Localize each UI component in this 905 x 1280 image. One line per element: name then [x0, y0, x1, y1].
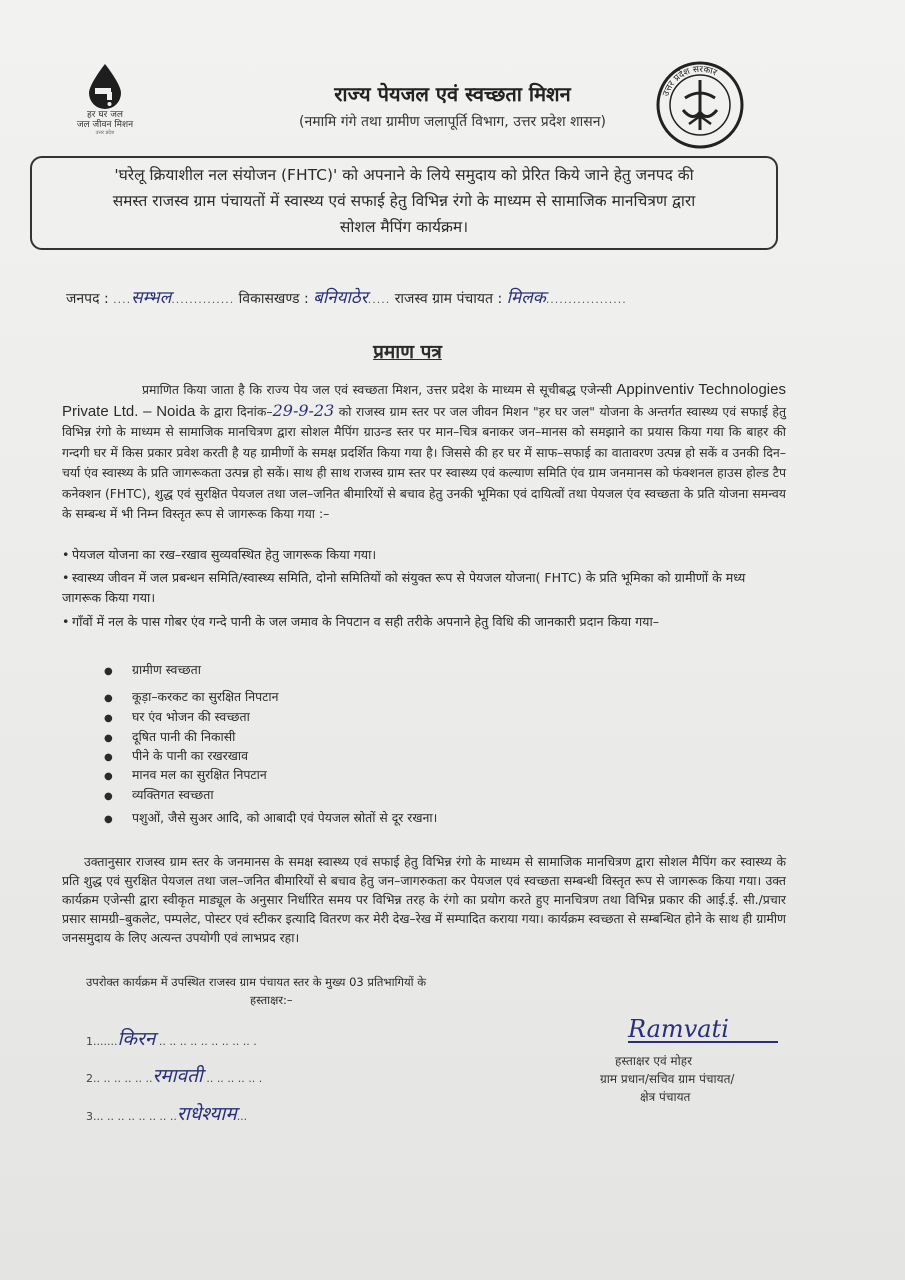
sub-item-6: ● मानव मल का सुरक्षित निपटान	[104, 767, 267, 782]
program-banner	[30, 156, 778, 250]
banner-line-3: सोशल मैपिंग कार्यक्रम।	[339, 218, 469, 236]
sign-and-seal-label: हस्ताक्षर एवं मोहर	[615, 1054, 693, 1068]
logo-text-1: हर घर जल	[87, 110, 123, 120]
pradhan-signature-labels	[600, 1052, 734, 1106]
participant-signature-2: 2.. .. .. .. .. ..रमावती .. .. .. .. .. .	[86, 1065, 263, 1087]
participant-signature-3: 3... .. .. .. .. .. .. ..राधेश्याम...	[86, 1103, 248, 1125]
sub-item-7: ● व्यक्तिगत स्वच्छता	[104, 787, 214, 802]
panchayat-title: क्षेत्र पंचायत	[640, 1090, 691, 1104]
signature-3: राधेश्याम	[176, 1103, 237, 1125]
pradhan-signature: Ramvati	[628, 1015, 778, 1043]
pradhan-title: ग्राम प्रधान/सचिव ग्राम पंचायत/	[600, 1072, 735, 1086]
district-value: सम्भल	[131, 288, 172, 308]
certificate-body-paragraph	[62, 380, 786, 525]
sub-item-2: ● कूड़ा–करकट का सुरक्षित निपटान	[104, 689, 279, 704]
certificate-title: प्रमाण पत्र	[373, 341, 442, 363]
panchayat-value: मिलक	[506, 288, 546, 308]
block-label: विकासखण्ड :	[238, 291, 309, 307]
panchayat-label: राजस्व ग्राम पंचायत :	[394, 291, 503, 307]
block-value: बनियाठेर	[313, 288, 368, 308]
sub-item-4: ● दूषित पानी की निकासी	[104, 729, 236, 744]
signature-2: रमावती	[152, 1065, 203, 1087]
bullet-item-2: • स्वास्थ्य जीवन में जल प्रबन्धन समिति/स्वास्थ्य समिति, दोनो समितियों को संयुक्त रूप से पेयजल योजना( FHTC) के प्रति भूमिका को ग्रामीणों के मध्य जागरूक किया गया।	[62, 570, 746, 605]
signature-1: किरन	[117, 1028, 156, 1050]
closing-paragraph: उक्तानुसार राजस्व ग्राम स्तर के जनमानस के समक्ष स्वास्थ्य एवं सफाई हेतु विभिन्न रंगो के माध्यम से सामाजिक मानचित्रण द्वारा सोशल मैपिंग कर स्वास्थ्य के प्रति शुद्ध एवं सुरक्षित पेयजल तथा जल–जनित बीमारियों से बचाव हेतु जन–जागरुकता कर पेयजल एवं स्वच्छता सम्बन्धी विस्तृत रूप से जागरूक किया गया। उक्त कार्यक्रम एजेन्सी द्वारा स्वीकृत माड्यूल के अनुसार निर्धारित समय पर विभिन्न तरह के रंगो का प्रयोग करते हुए मानचित्रण तथा विभिन्न प्रकार की आई.ई. सी./प्रचार प्रसार सामग्री–बुकलेट, पम्पलेट, पोस्टर एवं स्टीकर इत्यादि वितरण कर मेरी देख–रेख में सम्पादित कराया गया। कार्यक्रम स्वच्छता से सम्बन्धित होने के साथ ही ग्रामीण जनसमुदाय के लिए अत्यन्त उपयोगी एवं लाभप्रद रहा।	[62, 854, 786, 945]
body-date-label: के द्वारा दिनांक–	[195, 403, 273, 419]
sub-item-3: ● घर एंव भोजन की स्वच्छता	[104, 709, 250, 724]
bullet-item-3: • गाँवों में नल के पास गोबर एंव गन्दे पानी के जल जमाव के निपटान व सही तरीके अपनाने हेतु विधि की जानकारी प्रदान किया गया–	[62, 614, 660, 629]
body-after-date: को राजस्व ग्राम स्तर पर जल	[334, 403, 468, 419]
agency-name: Appinventiv Technologies Private Ltd. – Noida	[62, 381, 786, 420]
mission-title: राज्य पेयजल एवं स्वच्छता मिशन	[334, 82, 571, 106]
up-government-emblem	[655, 60, 745, 154]
sub-item-1: ● ग्रामीण स्वच्छता	[104, 662, 201, 677]
district-label: जनपद :	[66, 291, 109, 307]
logo-text-3: उत्तर प्रदेश	[95, 130, 115, 136]
department-subtitle: (नमामि गंगे तथा ग्रामीण जलापूर्ति विभाग, उत्तर प्रदेश शासन)	[299, 114, 606, 130]
signature-intro-2: हस्ताक्षर:–	[250, 993, 293, 1007]
program-date: 29-9-23	[272, 400, 335, 420]
location-fields: जनपद : ....सम्भल.............. विकासखण्ड : बनियाठेर..... राजस्व ग्राम पंचायत : मिलक..................	[66, 288, 627, 308]
sub-item-8: ● पशुओं, जैसे सुअर आदि, को आबादी एवं पेयजल स्रोतों से दूर रखना।	[104, 810, 438, 825]
signature-intro: उपरोक्त कार्यक्रम में उपस्थित राजस्व ग्राम पंचायत स्तर के मुख्य 03 प्रतिभागियों के	[86, 975, 427, 989]
banner-line-1: 'घरेलू क्रियाशील नल संयोजन (FHTC)' को अपनाने के लिये समुदाय को प्रेरित किये जाने हेतु जनपद की	[114, 166, 694, 184]
bullet-item-1: • पेयजल योजना का रख–रखाव सुव्यवस्थित हेतु जागरूक किया गया।	[62, 547, 377, 562]
banner-line-2: समस्त राजस्व ग्राम पंचायतों में स्वास्थ्य एवं सफाई हेतु विभिन्न रंगो के माध्यम से सामाजिक मानचित्रण द्वारा	[112, 192, 696, 210]
sub-item-5: ● पीने के पानी का रखरखाव	[104, 748, 248, 763]
emblem-arc-text: उत्तर प्रदेश सरकार	[661, 64, 719, 98]
body-intro: प्रमाणित किया जाता है कि राज्य पेय जल एवं स्वच्छता मिशन, उत्तर प्रदेश के माध्यम से सूचीबद्ध एजेन्सी	[142, 382, 612, 397]
participant-signature-1: 1.......किरन .. .. .. .. .. .. .. .. .. .	[86, 1028, 257, 1050]
logo-text-2: जल जीवन मिशन	[76, 120, 134, 130]
body-rest: जीवन मिशन "हर घर जल" योजना के अन्तर्गत स्वास्थ्य एवं सफाई हेतु विभिन्न रंगो के माध्यम से सामाजिक मानचित्रण द्वारा सोशल मैपिंग ग्राउन्ड स्तर पर मान–चित्र बनाकर जन–मानस को समझाने का प्रयास किया गया कि बाहर की गन्दगी घर में किस प्रकार प्रवेश करती है यह ग्रामीणों के समक्ष प्रदर्शित किया गया है। जिससे की हर घर में साफ–सफाई का वातावरण उत्पन्न हो सकें व उनकी दिन–चर्या एंव स्वास्थ्य के प्रति जागरूकता उत्पन्न हो सकें। साथ ही साथ राजस्व ग्राम स्तर पर स्वास्थ्य एवं कल्याण समिति एंव ग्राम जनमानस को फंक्शनल हाउस होल्ड टैप कनेक्शन (FHTC), शुद्ध एवं सुरक्षित पेयजल तथा जल–जनित बीमारियों से बचाव हेतु उनकी भूमिका एवं दायित्वों तथा पेयजल एंव स्वच्छता के प्रति योजना समन्वय के सम्बन्ध में भी निम्न विस्तृत रूप से जागरूक किया गया :–	[62, 403, 787, 521]
